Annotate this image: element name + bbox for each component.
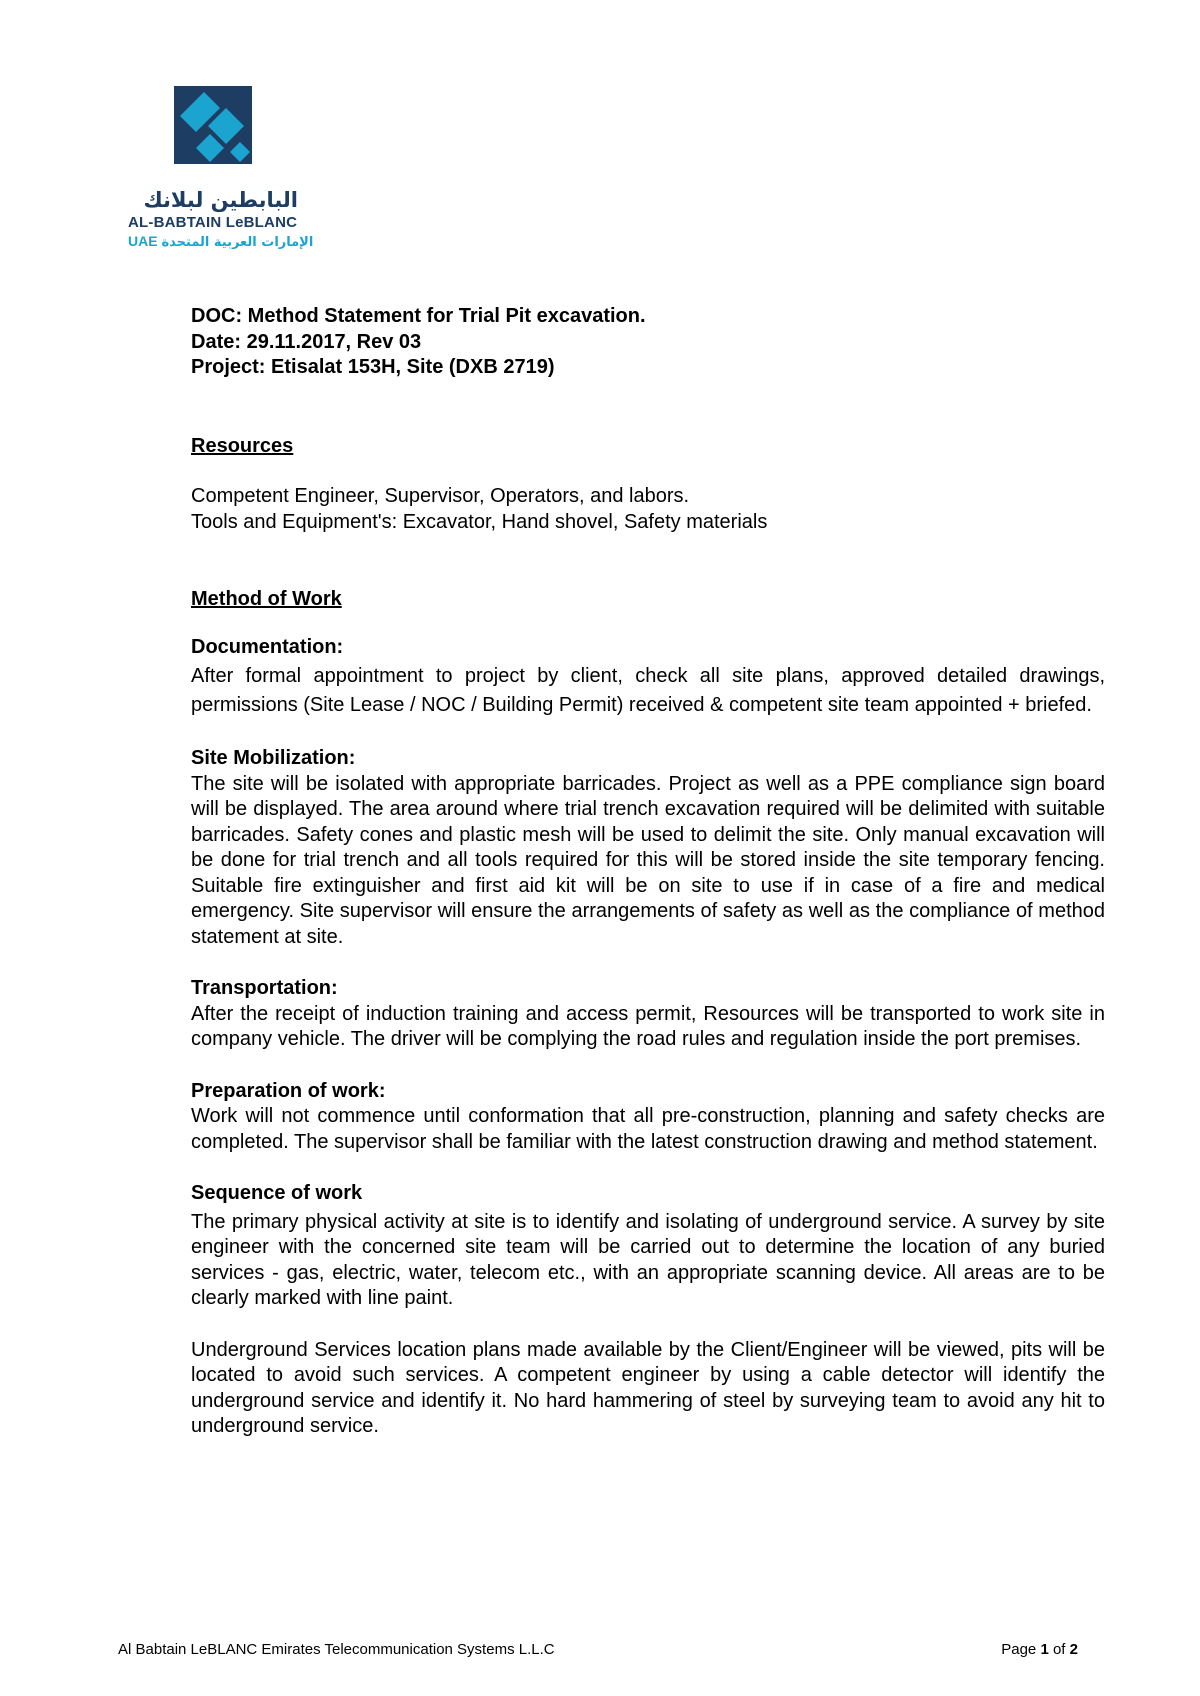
doc-date: Date: 29.11.2017, Rev 03 (191, 330, 422, 353)
preparation-body: Work will not commence until conformation that all pre-construction, planning and safety checks are completed. The supervisor shall be familiar with the latest construction drawing and method statement. (191, 1105, 1105, 1153)
page-total: 2 (1069, 1641, 1078, 1658)
site-mobilization-body: The site will be isolated with appropriate barricades. Project as well as a PPE compliance sign board will be displayed. The area around where trial trench excavation required will be delimited with suitable barricades. Safety cones and plastic mesh will be used to delimit the site. Only manual excavation will be done for trial trench and all tools required for this will be stored inside the site temporary fencing. Suitable fire extinguisher and first aid kit will be on site to use if in case of a fire and medical emergency. Site supervisor will ensure the arrangements of safety as well as the compliance of method statement at site. (191, 772, 1105, 948)
logo-country-arabic: الإمارات العربية المتحدة (161, 235, 314, 250)
logo-country (128, 233, 314, 250)
logo-arabic-name: البابطين لبلانك (143, 188, 298, 212)
page-of: of (1052, 1641, 1066, 1658)
preparation-heading: Preparation of work: (191, 1079, 386, 1102)
logo-country-code: UAE (128, 233, 158, 249)
documentation-body: After formal appointment to project by client, check all site plans, approved detailed drawings, permissions (Site Lease / NOC / Building Permit) received & competent site team appointed + briefed. (191, 665, 1105, 716)
document-body (191, 304, 1105, 1440)
doc-title: DOC: Method Statement for Trial Pit excavation. (191, 305, 646, 327)
doc-project: Project: Etisalat 153H, Site (DXB 2719) (191, 356, 555, 378)
page-current: 1 (1040, 1641, 1049, 1658)
footer-company: Al Babtain LeBLANC Emirates Telecommunication Systems L.L.C (118, 1641, 555, 1658)
logo-english-name: AL-BABTAIN LeBLANC (128, 214, 298, 231)
resources-line2: Tools and Equipment's: Excavator, Hand shovel, Safety materials (191, 510, 768, 533)
sequence-body-1: The primary physical activity at site is to identify and isolating of underground service. A survey by site engineer with the concerned site team will be carried out to determine the location of any buried services - gas, electric, water, telecom etc., with an appropriate scanning device. All areas are to be clearly marked with line paint. (191, 1210, 1105, 1309)
transportation-body: After the receipt of induction training and access permit, Resources will be transported to work site in company vehicle. The driver will be complying the road rules and regulation inside the port premises. (191, 1002, 1105, 1050)
transportation-heading: Transportation: (191, 977, 338, 999)
logo-mark-icon (174, 86, 252, 164)
resources-line1: Competent Engineer, Supervisor, Operators, and labors. (191, 485, 690, 507)
sequence-body-2: Underground Services location plans made available by the Client/Engineer will be viewed, pits will be located to avoid such services. A competent engineer by using a cable detector will identify the underground service and identify it. No hard hammering of steel by surveying team to avoid any hit to underground service. (191, 1338, 1105, 1437)
resources-title: Resources (191, 434, 294, 457)
page-number (1001, 1641, 1078, 1658)
sequence-heading: Sequence of work (191, 1182, 363, 1204)
page-label: Page (1001, 1641, 1037, 1658)
method-title: Method of Work (191, 588, 342, 610)
site-mobilization-heading: Site Mobilization: (191, 747, 356, 769)
documentation-heading: Documentation: (191, 635, 344, 658)
